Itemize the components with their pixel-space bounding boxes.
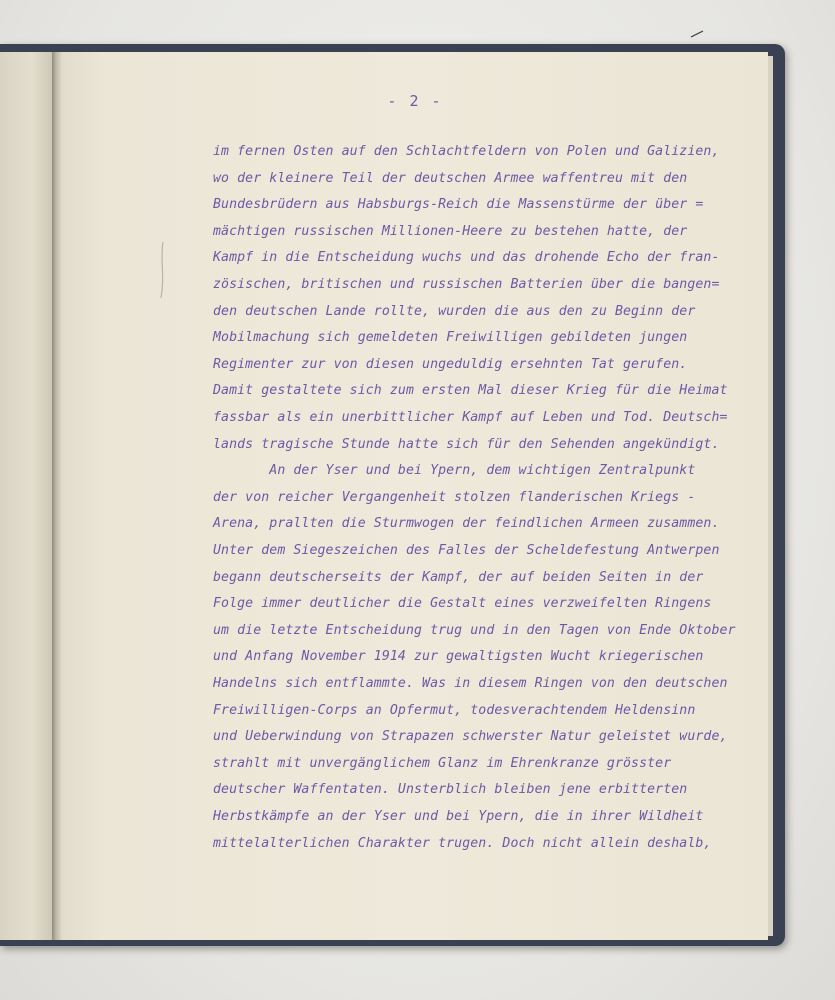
text-line: Mobilmachung sich gemeldeten Freiwilligen gebildeten jungen <box>213 330 688 346</box>
text-line: um die letzte Entscheidung trug und in den Tagen von Ende Oktober <box>213 622 736 638</box>
text-line: Folge immer deutlicher die Gestalt eines verzweifelten Ringens <box>213 596 712 612</box>
text-line: Freiwilligen-Corps an Opfermut, todesverachtendem Heldensinn <box>213 702 696 718</box>
pen-tick-mark <box>690 30 704 38</box>
text-line: begann deutscherseits der Kampf, der auf beiden Seiten in der <box>213 569 704 585</box>
text-line: Bundesbrüdern aus Habsburgs-Reich die Massenstürme der über = <box>213 197 704 213</box>
text-line: An der Yser und bei Ypern, dem wichtigen Zentralpunkt <box>213 463 696 479</box>
text-line: mittelalterlichen Charakter trugen. Doch nicht allein deshalb, <box>213 835 712 851</box>
text-line: Kampf in die Entscheidung wuchs und das drohende Echo der fran- <box>213 250 720 266</box>
text-line: wo der kleinere Teil der deutschen Armee waffentreu mit den <box>213 170 688 186</box>
text-line: den deutschen Lande rollte, wurden die aus den zu Beginn der <box>213 303 696 319</box>
text-line: fassbar als ein unerbittlicher Kampf auf Leben und Tod. Deutsch= <box>213 410 728 425</box>
text-line: Arena, prallten die Sturmwogen der feindlichen Armeen zusammen. <box>213 516 720 532</box>
text-line: lands tragische Stunde hatte sich für den Sehenden angekündigt. <box>213 436 720 452</box>
page-number: - 2 - <box>387 92 443 110</box>
left-page <box>0 52 52 940</box>
book-gutter <box>52 52 62 940</box>
text-line: und Ueberwindung von Strapazen schwerster Natur geleistet wurde, <box>213 729 728 745</box>
text-line: Regimenter zur von diesen ungeduldig ersehnten Tat gerufen. <box>213 356 688 372</box>
text-line: Unter dem Siegeszeichen des Falles der Scheldefestung Antwerpen <box>213 543 720 558</box>
text-line: Damit gestaltete sich zum ersten Mal dieser Krieg für die Heimat <box>213 383 728 399</box>
text-line: Herbstkämpfe an der Yser und bei Ypern, die in ihrer Wildheit <box>213 809 704 824</box>
text-line: im fernen Osten auf den Schlachtfeldern von Polen und Galizien, <box>213 144 720 159</box>
pencil-mark <box>155 240 169 300</box>
page-edge <box>768 56 773 936</box>
text-line: Handelns sich entflammte. Was in diesem Ringen von den deutschen <box>213 676 728 691</box>
text-line: der von reicher Vergangenheit stolzen flanderischen Kriegs - <box>213 489 696 505</box>
text-line: und Anfang November 1914 zur gewaltigsten Wucht kriegerischen <box>213 649 704 665</box>
text-line: strahlt mit unvergänglichem Glanz im Ehrenkranze grösster <box>213 755 672 771</box>
text-line: zösischen, britischen und russischen Batterien über die bangen= <box>213 277 720 292</box>
text-line: mächtigen russischen Millionen-Heere zu bestehen hatte, der <box>213 223 688 239</box>
text-line: deutscher Waffentaten. Unsterblich bleiben jene erbitterten <box>213 782 688 798</box>
